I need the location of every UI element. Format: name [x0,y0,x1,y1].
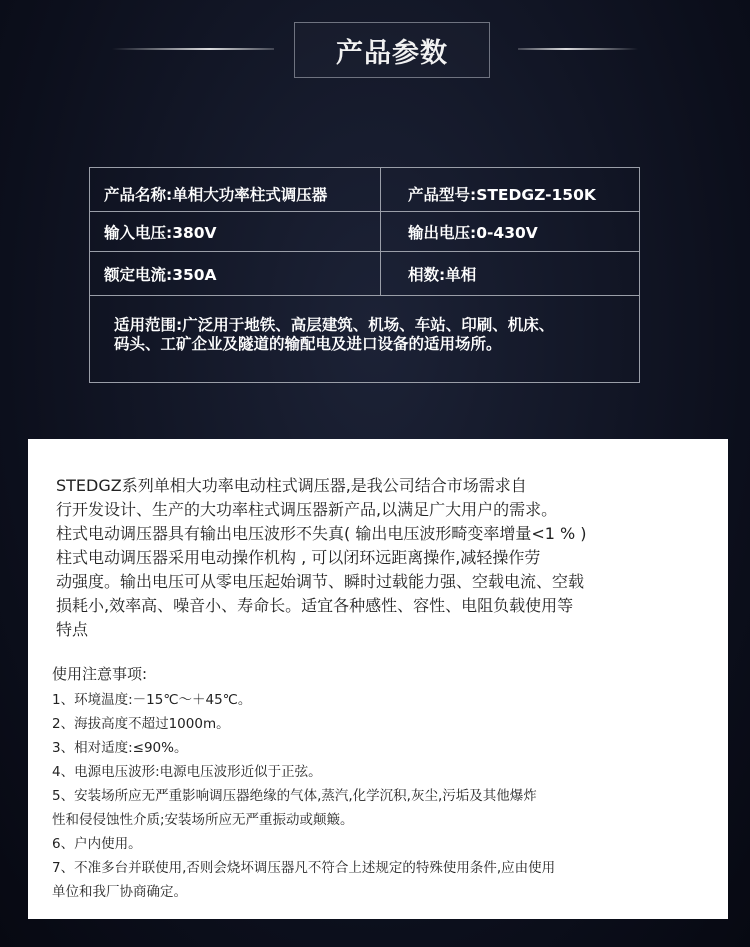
param-output-voltage: 输出电压:0-430V [408,223,538,242]
description-line: 特点 [56,620,89,639]
scope-line: 适用范围:广泛用于地铁、高层建筑、机场、车站、印刷、机床、 [114,316,555,334]
note-line: 2、海拔高度不超过1000m。 [52,716,230,732]
note-line: 4、电源电压波形:电源电压波形近似于正弦。 [52,764,322,780]
header [0,0,750,110]
parameter-table [89,167,640,383]
description-line: 柱式电动调压器采用电动操作机构 , 可以闭环远距离操作,减轻操作劳 [56,548,541,567]
param-product-name: 产品名称:单相大功率柱式调压器 [90,168,381,211]
page-title: 产品参数 [336,37,448,69]
description-line: 柱式电动调压器具有输出电压波形不失真( 输出电压波形畸变率增量<1 % ) [56,524,587,543]
note-line: 7、不准多台并联使用,否则会烧坏调压器凡不符合上述规定的特殊使用条件,应由使用 [52,860,556,876]
description-line: 动强度。输出电压可从零电压起始调节、瞬时过载能力强、空载电流、空载 [56,572,585,591]
description-line: 损耗小,效率高、噪音小、寿命长。适宜各种感性、容性、电阻负载使用等 [56,596,574,615]
description-panel [28,439,728,919]
note-line: 3、相对适度:≤90%。 [52,740,188,756]
header-decor-line-right [518,48,638,50]
title-box [294,22,490,78]
description-line: 行开发设计、生产的大功率柱式调压器新产品,以满足广大用户的需求。 [56,500,558,519]
usage-notes [52,661,722,904]
param-input-voltage: 输入电压:380V [90,212,381,251]
note-line: 单位和我厂协商确定。 [52,884,187,900]
param-row [90,252,639,296]
param-row-scope [90,296,639,383]
note-line: 6、户内使用。 [52,836,142,852]
note-line: 1、环境温度:－15℃～＋45℃。 [52,692,252,708]
scope-line: 码头、工矿企业及隧道的输配电及进口设备的适用场所。 [114,335,502,353]
param-rated-current: 额定电流:350A [90,252,381,295]
note-line: 性和侵侵蚀性介质;安装场所应无严重振动或颠簸。 [52,812,354,828]
notes-title: 使用注意事项: [52,665,148,683]
param-scope [114,316,634,354]
product-description [56,474,716,642]
header-decor-line-left [112,48,274,50]
note-line: 5、安装场所应无严重影响调压器绝缘的气体,蒸汽,化学沉积,灰尘,污垢及其他爆炸 [52,788,537,804]
param-row [90,212,639,252]
description-line: STEDGZ系列单相大功率电动柱式调压器,是我公司结合市场需求自 [56,476,527,495]
param-product-model: 产品型号:STEDGZ-150K [408,185,596,204]
param-phase: 相数:单相 [408,265,477,284]
param-row [90,168,639,212]
